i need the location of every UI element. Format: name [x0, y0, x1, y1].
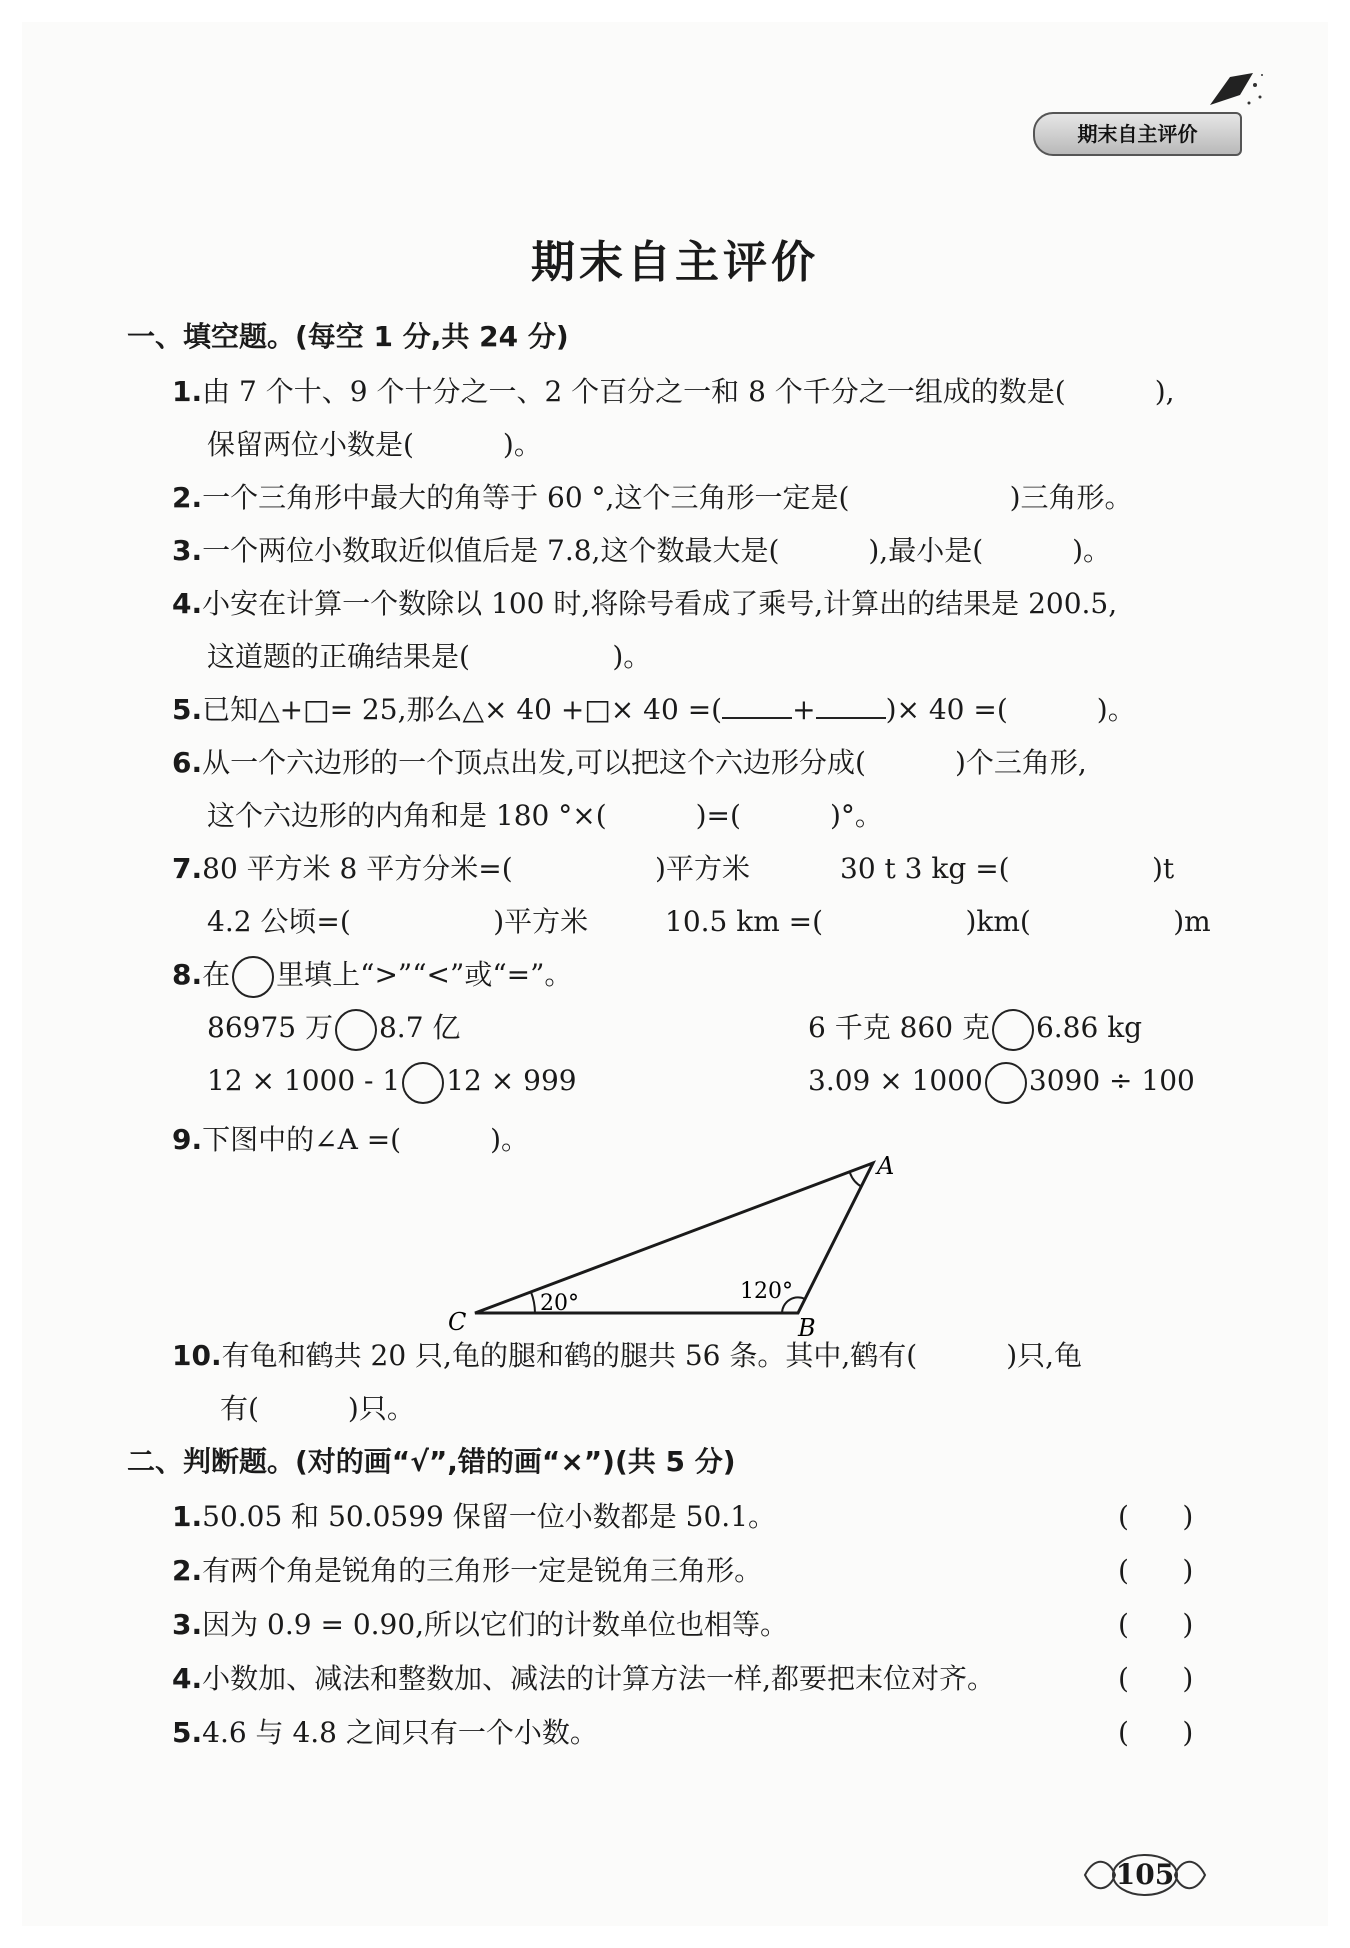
compare-row-b [808, 1008, 1142, 1051]
question-6-line2: 这个六边形的内角和是 180 °×( )=( )°。 [207, 799, 883, 832]
question-number: 10. [172, 1339, 222, 1372]
judge-item-3 [172, 1605, 788, 1645]
question-number: 1. [172, 1500, 203, 1533]
question-text: 小数加、减法和整数加、减法的计算方法一样,都要把末位对齐。 [202, 1662, 996, 1695]
question-6 [172, 743, 1087, 783]
triangle-diagram [440, 1150, 910, 1340]
plus-sign: + [792, 693, 816, 726]
question-text: 由 7 个十、9 个十分之一、2 个百分之一和 8 个千分之一组成的数是( ), [202, 375, 1175, 408]
question-7 [172, 849, 750, 889]
compare-right: 8.7 亿 [378, 1011, 461, 1044]
angle-a-arc [850, 1173, 862, 1187]
question-text: 一个三角形中最大的角等于 60 °,这个三角形一定是( )三角形。 [202, 481, 1133, 514]
question-1-line2: 保留两位小数是( )。 [207, 428, 542, 461]
vertex-label-a: A [877, 1152, 895, 1180]
compare-left: 3.09 × 1000 [808, 1064, 983, 1097]
question-3 [172, 531, 1111, 571]
angle-label-c: 20° [540, 1291, 579, 1316]
compare-right: 12 × 999 [446, 1064, 577, 1097]
question-number: 7. [172, 852, 203, 885]
question-text: 因为 0.9 = 0.90,所以它们的计数单位也相等。 [202, 1608, 789, 1641]
question-number: 6. [172, 746, 203, 779]
question-text: 在 [202, 958, 231, 991]
section2-heading: 二、判断题。(对的画“√”,错的画“×”)(共 5 分) [127, 1445, 736, 1478]
answer-paren[interactable]: ( ) [1118, 1716, 1194, 1749]
compare-right: 6.86 kg [1035, 1011, 1143, 1044]
question-number: 2. [172, 1554, 203, 1587]
answer-blank[interactable] [816, 691, 886, 719]
judge-item-4 [172, 1659, 995, 1699]
question-number: 2. [172, 481, 203, 514]
section1-heading: 一、填空题。(每空 1 分,共 24 分) [127, 320, 569, 353]
vertex-label-b: B [798, 1314, 816, 1340]
question-text: 50.05 和 50.0599 保留一位小数都是 50.1。 [202, 1500, 777, 1533]
compare-row-c [207, 1061, 577, 1104]
question-text: 小安在计算一个数除以 100 时,将除号看成了乘号,计算出的结果是 200.5, [202, 587, 1118, 620]
question-7-c: 4.2 公顷=( )平方米 [207, 905, 589, 938]
compare-circle [232, 956, 274, 998]
question-text: 有龟和鹤共 20 只,龟的腿和鹤的腿共 56 条。其中,鹤有( )只,龟 [221, 1339, 1083, 1372]
page-number: 105 [1115, 1858, 1175, 1891]
question-text: )× 40 =( )。 [885, 693, 1136, 726]
question-number: 3. [172, 534, 203, 567]
question-8 [172, 955, 572, 998]
answer-paren[interactable]: ( ) [1118, 1554, 1194, 1587]
question-text: 4.6 与 4.8 之间只有一个小数。 [202, 1716, 598, 1749]
angle-label-b: 120° [740, 1279, 793, 1304]
question-4-line2: 这道题的正确结果是( )。 [207, 640, 652, 673]
question-4 [172, 584, 1117, 624]
question-number: 5. [172, 693, 203, 726]
answer-paren[interactable]: ( ) [1118, 1608, 1194, 1641]
compare-right: 3090 ÷ 100 [1028, 1064, 1195, 1097]
compare-circle[interactable] [402, 1062, 444, 1104]
question-7-d: 10.5 km =( )km( )m [665, 905, 1211, 938]
question-number: 3. [172, 1608, 203, 1641]
question-number: 5. [172, 1716, 203, 1749]
answer-paren[interactable]: ( ) [1118, 1662, 1194, 1695]
judge-item-5 [172, 1713, 598, 1753]
compare-left: 86975 万 [207, 1011, 333, 1044]
compare-row-a [207, 1008, 460, 1051]
question-text: 里填上“>”“<”或“=”。 [276, 958, 573, 991]
question-text: 从一个六边形的一个顶点出发,可以把这个六边形分成( )个三角形, [202, 746, 1087, 779]
question-10-line2: 有( )只。 [220, 1392, 415, 1425]
compare-left: 6 千克 860 克 [808, 1011, 990, 1044]
question-number: 4. [172, 1662, 203, 1695]
question-text: 下图中的∠A =( )。 [202, 1123, 530, 1156]
question-text: 80 平方米 8 平方分米=( )平方米 [202, 852, 750, 885]
question-number: 4. [172, 587, 203, 620]
page-title: 期末自主评价 [531, 237, 819, 288]
question-number: 1. [172, 375, 203, 408]
judge-item-1 [172, 1497, 776, 1537]
question-number: 9. [172, 1123, 203, 1156]
question-text: 一个两位小数取近似值后是 7.8,这个数最大是( ),最小是( )。 [202, 534, 1112, 567]
compare-circle[interactable] [992, 1009, 1034, 1051]
answer-blank[interactable] [722, 691, 792, 719]
angle-c-arc [531, 1292, 535, 1313]
judge-item-2 [172, 1551, 762, 1591]
question-number: 8. [172, 958, 203, 991]
question-10 [172, 1336, 1082, 1376]
answer-paren[interactable]: ( ) [1118, 1500, 1194, 1533]
question-text: 有两个角是锐角的三角形一定是锐角三角形。 [202, 1554, 763, 1587]
vertex-label-c: C [448, 1308, 467, 1336]
question-7-b: 30 t 3 kg =( )t [840, 852, 1175, 885]
question-1 [172, 372, 1175, 412]
ink-splash-icon [1205, 65, 1265, 115]
triangle-shape [475, 1163, 873, 1313]
header-tag: 期末自主评价 [1033, 112, 1242, 156]
question-5 [172, 690, 1136, 730]
question-text: 已知△+□= 25,那么△× 40 +□× 40 =( [202, 693, 723, 726]
compare-left: 12 × 1000 - 1 [207, 1064, 401, 1097]
compare-circle[interactable] [985, 1062, 1027, 1104]
compare-row-d [808, 1061, 1195, 1104]
compare-circle[interactable] [335, 1009, 377, 1051]
question-2 [172, 478, 1133, 518]
